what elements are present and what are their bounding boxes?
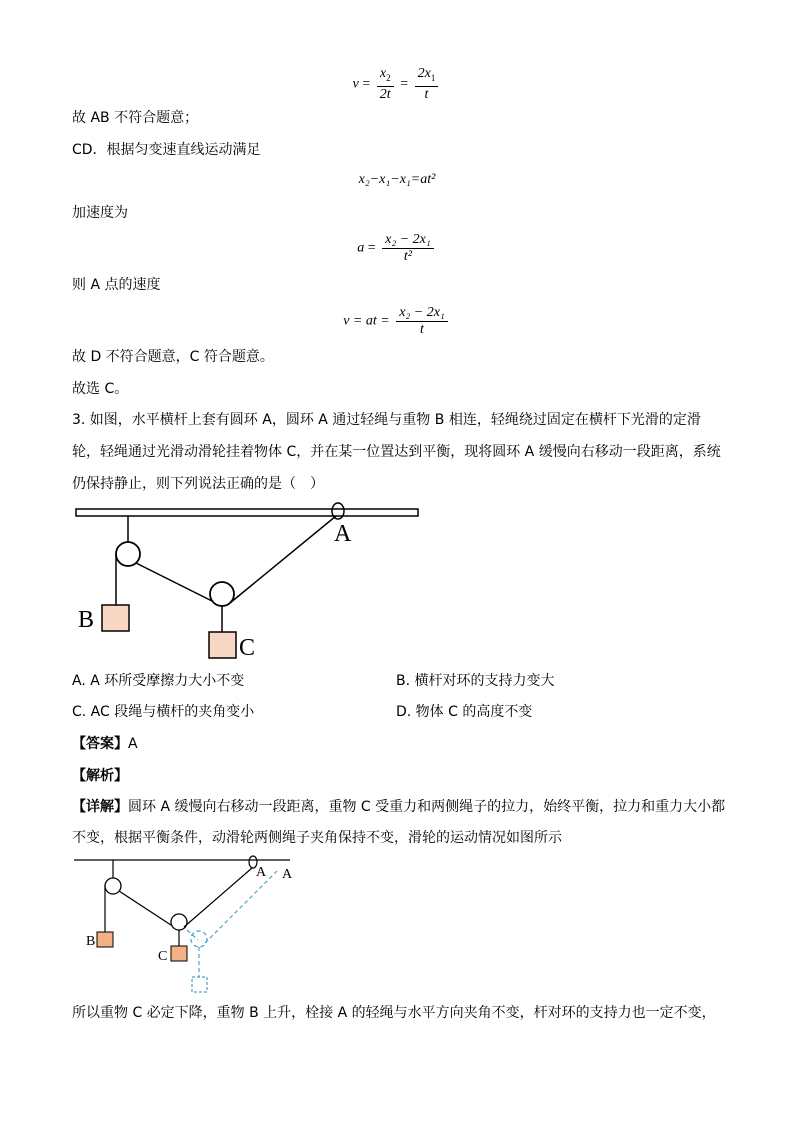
block-b (102, 605, 129, 631)
detail-line-2: 不变，根据平衡条件，动滑轮两侧绳子夹角保持不变，滑轮的运动情况如图所示 (72, 830, 562, 846)
analysis-tag: 【解析】 (72, 768, 128, 784)
label-c: C (239, 635, 256, 661)
option-a: A. A 环所受摩擦力大小不变 (72, 673, 245, 689)
movable-pulley-2 (171, 914, 187, 930)
label-a-2: A (256, 865, 267, 880)
option-c: C. AC 段绳与横杆的夹角变小 (72, 704, 255, 720)
label-a-moved: A (282, 867, 293, 882)
label-b: B (78, 607, 95, 633)
horizontal-bar (76, 509, 418, 516)
detail-tag: 【详解】 (72, 799, 128, 815)
text-choose-c: 故选 C。 (72, 381, 129, 397)
label-c-2: C (158, 949, 168, 964)
rope-left-segment (136, 563, 216, 603)
conclusion-line: 所以重物 C 必定下降，重物 B 上升，栓接 A 的轻绳与水平方向夹角不变，杆对环的支持力也一定不变， (72, 1005, 716, 1021)
block-c-2 (171, 946, 187, 961)
text-cd-intro: CD．根据匀变速直线运动满足 (72, 142, 261, 158)
label-b-2: B (86, 934, 96, 949)
text-ab-not-match: 故 AB 不符合题意； (72, 110, 199, 126)
text-d-not-match: 故 D 不符合题意，C 符合题意。 (72, 349, 274, 365)
rope-ac-segment (230, 516, 336, 603)
block-c (209, 632, 236, 658)
formula-diff: x₂−x₁−x₁=at² (358, 172, 436, 187)
block-b-2 (97, 932, 113, 947)
movable-pulley-moved (191, 931, 207, 947)
detail-line-1: 【详解】圆环 A 缓慢向右移动一段距离，重物 C 受重力和两侧绳子的拉力，始终平衡，拉力和重力大小都 (72, 799, 726, 815)
option-b: B. 横杆对环的支持力变大 (396, 673, 555, 689)
text-a-velocity: 则 A 点的速度 (72, 277, 161, 293)
fixed-pulley-2 (105, 878, 121, 894)
question-3-line-2: 轮，轻绳通过光滑动滑轮挂着物体 C，并在某一位置达到平衡，现将圆环 A 缓慢向右移动一段距离，系统 (72, 444, 721, 460)
formula-vat: v = at = $\frac{\text{x₂ − 2x₁}}{t}$ (0, 305, 794, 338)
formula-v-top: v = $\frac{x_2}{2t}$ = $\frac{2x_1}{t}$ (0, 66, 794, 103)
question-3-line-1: 3. 如图，水平横杆上套有圆环 A，圆环 A 通过轻绳与重物 B 相连，轻绳绕过固定在横杆下光滑的定滑 (72, 412, 701, 428)
option-d: D. 物体 C 的高度不变 (396, 704, 533, 720)
block-c-moved (192, 977, 207, 992)
answer-value: A (128, 736, 138, 752)
text-acceleration: 加速度为 (72, 205, 128, 221)
question-3-line-3: 仍保持静止，则下列说法正确的是（ ） (72, 476, 324, 492)
pulley-motion-diagram (0, 850, 794, 1000)
label-a: A (334, 521, 352, 547)
answer-line (72, 734, 138, 754)
formula-a: a = $\frac{\text{x₂ − 2x₁}}{\text{t²}}$ (0, 232, 794, 265)
answer-tag: 【答案】 (72, 736, 128, 752)
